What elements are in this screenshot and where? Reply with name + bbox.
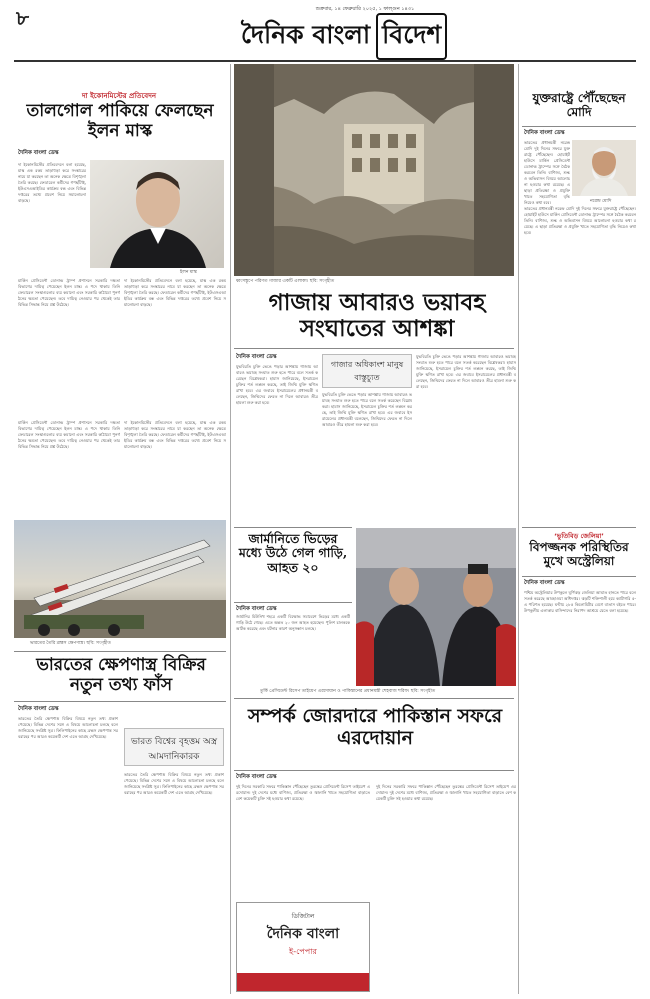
musk-byline: দৈনিক বাংলা ডেস্ক — [18, 150, 59, 156]
australia-kicker: ‘ভুতিবিড় জেলিয়া’ — [554, 532, 604, 540]
musk-body-3: মার্কিন প্রেসিডেন্ট ডোনাল্ড ট্রাম্প প্রশাসনে সরকারি দক্ষতা বিভাগের দায়িত্ব পেয়েছেন ইলন মাস্ক। এ পদে থাকায় তিনি ফেডারেল সংস্থাগুলোর ব্যয় কমানো এবং সরকারি কাঠামো পুনর্গঠনের ক্ষমতা পেয়েছেন। তবে দায়িত্ব নেওয়ার পর থেকেই তার বিভিন্ন সিদ্ধান্ত নিয়ে প্রশ্ন উঠেছে। — [18, 420, 120, 449]
modi-headline: যুক্তরাষ্ট্রে পৌঁছেছেন মোদি — [532, 91, 626, 119]
musk-photo-caption: ইলন মাস্ক — [180, 270, 197, 275]
masthead-section: বিদেশ — [376, 13, 447, 60]
modi-body-side: ভারতের প্রধানমন্ত্রী নরেন্দ্র মোদি দুই দিনের সফরে যুক্তরাষ্ট্রে পৌঁছেছেন। হোয়াইট হাউসে মার্কিন প্রেসিডেন্ট ডোনাল্ড ট্রাম্পের সঙ্গে বৈঠক করবেন তিনি। বাণিজ্য, শুল্ক ও অভিবাসন বিষয়ে আলোচনা হওয়ার কথা রয়েছে। এ ছাড়া প্রতিরক্ষা ও প্রযুক্তি খাতে সহযোগিতা বৃদ্ধি নিয়েও কথা হবে। — [524, 140, 570, 204]
modi-body: ভারতের প্রধানমন্ত্রী নরেন্দ্র মোদি দুই দিনের সফরে যুক্তরাষ্ট্রে পৌঁছেছেন। হোয়াইট হাউসে মার্কিন প্রেসিডেন্ট ডোনাল্ড ট্রাম্পের সঙ্গে বৈঠক করবেন তিনি। বাণিজ্য, শুল্ক ও অভিবাসন বিষয়ে আলোচনা হওয়ার কথা রয়েছে। এ ছাড়া প্রতিরক্ষা ও প্রযুক্তি খাতে সহযোগিতা বৃদ্ধি নিয়েও কথা হবে। — [524, 206, 636, 235]
page-number: ৮ — [16, 6, 29, 30]
rule-australia-top — [522, 527, 636, 528]
col-rule-1 — [230, 64, 231, 994]
missile-body-1: ভারতের তৈরি ক্ষেপণাস্ত্র বিক্রির বিষয়ে নতুন তথ্য প্রকাশ পেয়েছে। বিভিন্ন দেশের সঙ্গে এ বিষয়ে আলোচনা চলছে বলে জানিয়েছে সংশ্লিষ্ট সূত্র। ফিলিপাইনের কাছে ব্রহ্মস ক্ষেপণাস্ত্র সরবরাহের পর আরও কয়েকটি দেশ এতে আগ্রহ দেখিয়েছে। — [18, 716, 118, 739]
ad-stripe — [237, 973, 369, 991]
germany-headline: জার্মানিতে ভিড়ের মধ্যে উঠে গেল গাড়ি, আহত ২০ — [238, 531, 348, 575]
missile-headline: ভারতের ক্ষেপণাস্ত্র বিক্রির নতুন তথ্য ফাঁস — [36, 655, 206, 695]
musk-headline: তালগোল পাকিয়ে ফেলছেন ইলন মাস্ক — [26, 101, 214, 141]
modi-byline: দৈনিক বাংলা ডেস্ক — [524, 130, 565, 136]
gaza-photo — [234, 64, 514, 276]
erdogan-body-2: দুই দিনের সরকারি সফরে পাকিস্তান পৌঁছেছেন তুরস্কের প্রেসিডেন্ট রিসেপ তাইয়েপ এরদোয়ান। দুই দেশের মধ্যে বাণিজ্য, প্রতিরক্ষা ও জ্বালানি খাতে সহযোগিতা বাড়াতে বেশ কয়েকটি চুক্তি সই হওয়ার কথা রয়েছে। — [376, 784, 516, 801]
australia-byline: দৈনিক বাংলা ডেস্ক — [524, 580, 565, 586]
erdogan-byline: দৈনিক বাংলা ডেস্ক — [236, 774, 277, 780]
erdogan-photo-caption: তুর্কি প্রেসিডেন্ট রিসেপ তাইয়েপ এরদোয়ান ও পাকিস্তানের প্রধানমন্ত্রী শেহবাজ শরিফ। ছবি: সংগৃহীত — [260, 689, 436, 694]
missile-byline: দৈনিক বাংলা ডেস্ক — [18, 706, 59, 712]
australia-headline: বিপজ্জনক পরিস্থিতির মুখে অস্ট্রেলিয়া — [529, 540, 629, 568]
masthead-title: দৈনিক বাংলা — [240, 19, 371, 49]
musk-body-left: দা ইকোনমিস্টের প্রতিবেদনে বলা হয়েছে, মাস্ক এক রকম তাড়াহুড়া করে সংস্কারের নামে যা করছেন তা অনেক ক্ষেত্রে বিশৃঙ্খলা তৈরি করছে। ফেডারেল কর্মীদের গণছাঁটাই, ইউএসএআইডির কার্যক্রম বন্ধ এবং বিভিন্ন দপ্তরের তথ্যে প্রবেশ নিয়ে সমালোচনা বাড়ছে। — [18, 162, 86, 203]
rule-left-2 — [14, 701, 226, 702]
gaza-body-3: যুদ্ধবিরতি চুক্তি ভেঙে পড়ার আশঙ্কায় গাজায় আবারও ভয়াবহ সংঘাত শুরু হতে পারে বলে সতর্ক করেছেন বিশ্লেষকরা। হামাস জানিয়েছে, ইসরায়েল চুক্তির শর্ত লঙ্ঘন করছে, তাই জিম্মি মুক্তি স্থগিত রাখা হবে। এর জবাবে ইসরায়েলের প্রধানমন্ত্রী বলেছেন, জিম্মিদের ফেরত না দিলে আবারও তীব্র হামলা শুরু করা হবে। — [416, 354, 516, 389]
musk-photo — [90, 160, 224, 268]
missile-box: ভারত বিশ্বের বৃহত্তম অস্ত্র আমদানিকারক — [124, 728, 224, 766]
musk-kicker: দা ইকোনমিস্টের প্রতিবেদন — [81, 92, 157, 100]
ad-bottom: ই-পেপার — [289, 947, 317, 956]
rule-left-1 — [14, 651, 226, 652]
missile-photo — [14, 520, 226, 638]
modi-photo-caption: নরেন্দ্র মোদি — [590, 199, 612, 204]
erdogan-headline: সম্পর্ক জোরদারে পাকিস্তান সফরে এরদোয়ান — [247, 705, 503, 749]
dateline: শুক্রবার, ১৪ ফেব্রুয়ারি ২০২৫, ১ ফাল্গুন ১৪৩১ — [315, 6, 415, 12]
musk-body-1: মার্কিন প্রেসিডেন্ট ডোনাল্ড ট্রাম্প প্রশাসনে সরকারি দক্ষতা বিভাগের দায়িত্ব পেয়েছেন ইলন মাস্ক। এ পদে থাকায় তিনি ফেডারেল সংস্থাগুলোর ব্যয় কমানো এবং সরকারি কাঠামো পুনর্গঠনের ক্ষমতা পেয়েছেন। তবে দায়িত্ব নেওয়ার পর থেকেই তার বিভিন্ন সিদ্ধান্ত নিয়ে প্রশ্ন উঠেছে। — [18, 278, 120, 307]
rule-germany-top — [234, 527, 352, 528]
rule-erdogan-top — [234, 698, 514, 699]
germany-body: জার্মানির মিউনিখ শহরে একটি বিক্ষোভ সমাবেশে ভিড়ের মধ্যে একটি গাড়ি উঠে গেছে। এতে অন্তত ২০ জন আহত হয়েছেন। পুলিশ চালককে আটক করেছে এবং ঘটনার কারণ অনুসন্ধান চলছে। — [236, 614, 350, 631]
musk-body-2: দা ইকোনমিস্টের প্রতিবেদনে বলা হয়েছে, মাস্ক এক রকম তাড়াহুড়া করে সংস্কারের নামে যা করছেন তা অনেক ক্ষেত্রে বিশৃঙ্খলা তৈরি করছে। ফেডারেল কর্মীদের গণছাঁটাই, ইউএসএআইডির কার্যক্রম বন্ধ এবং বিভিন্ন দপ্তরের তথ্যে প্রবেশ নিয়ে সমালোচনা বাড়ছে। — [124, 278, 226, 307]
gaza-byline: দৈনিক বাংলা ডেস্ক — [236, 354, 277, 360]
gaza-box: গাজার অধিকাংশ মানুষ বাস্তুচ্যুত — [322, 354, 412, 388]
gaza-body-2: যুদ্ধবিরতি চুক্তি ভেঙে পড়ার আশঙ্কায় গাজায় আবারও ভয়াবহ সংঘাত শুরু হতে পারে বলে সতর্ক করেছেন বিশ্লেষকরা। হামাস জানিয়েছে, ইসরায়েল চুক্তির শর্ত লঙ্ঘন করছে, তাই জিম্মি মুক্তি স্থগিত রাখা হবে। এর জবাবে ইসরায়েলের প্রধানমন্ত্রী বলেছেন, জিম্মিদের ফেরত না দিলে আবারও তীব্র হামলা শুরু করা হবে। — [322, 392, 412, 427]
missile-body-2: ভারতের তৈরি ক্ষেপণাস্ত্র বিক্রির বিষয়ে নতুন তথ্য প্রকাশ পেয়েছে। বিভিন্ন দেশের সঙ্গে এ বিষয়ে আলোচনা চলছে বলে জানিয়েছে সংশ্লিষ্ট সূত্র। ফিলিপাইনের কাছে ব্রহ্মস ক্ষেপণাস্ত্র সরবরাহের পর আরও কয়েকটি দেশ এতে আগ্রহ দেখিয়েছে। — [124, 772, 224, 795]
erdogan-photo — [356, 528, 516, 686]
gaza-body-1: যুদ্ধবিরতি চুক্তি ভেঙে পড়ার আশঙ্কায় গাজায় আবারও ভয়াবহ সংঘাত শুরু হতে পারে বলে সতর্ক করেছেন বিশ্লেষকরা। হামাস জানিয়েছে, ইসরায়েল চুক্তির শর্ত লঙ্ঘন করছে, তাই জিম্মি মুক্তি স্থগিত রাখা হবে। এর জবাবে ইসরায়েলের প্রধানমন্ত্রী বলেছেন, জিম্মিদের ফেরত না দিলে আবারও তীব্র হামলা শুরু করা হবে। — [236, 364, 318, 405]
rule-germany-bottom — [234, 602, 352, 603]
ad-brand: দৈনিক বাংলা — [266, 926, 340, 942]
epaper-ad[interactable] — [236, 902, 370, 992]
australia-body: পশ্চিম অস্ট্রেলিয়ার উপকূলে ঘূর্ণিঝড় জেলিয়া আঘাত হানতে পারে বলে সতর্ক করেছে আবহাওয়া অধিদপ্তর। ঝড়টি শক্তিশালী হয়ে ক্যাটাগরি ৫-এ পরিণত হয়েছে। ঘণ্টায় ২৮৫ কিলোমিটার বেগে বাতাস বইতে পারে। উপকূলীয় এলাকার বাসিন্দাদের নিরাপদ আশ্রয়ে যেতে বলা হয়েছে। — [524, 590, 636, 613]
gaza-photo-caption: ধ্বংসস্তূপে পরিণত গাজার একটি এলাকা। ছবি: সংগৃহীত — [236, 279, 335, 284]
erdogan-body-1: দুই দিনের সরকারি সফরে পাকিস্তান পৌঁছেছেন তুরস্কের প্রেসিডেন্ট রিসেপ তাইয়েপ এরদোয়ান। দুই দেশের মধ্যে বাণিজ্য, প্রতিরক্ষা ও জ্বালানি খাতে সহযোগিতা বাড়াতে বেশ কয়েকটি চুক্তি সই হওয়ার কথা রয়েছে। — [236, 784, 370, 801]
header-rule — [14, 60, 636, 62]
rule-modi — [522, 126, 636, 127]
musk-body-4: দা ইকোনমিস্টের প্রতিবেদনে বলা হয়েছে, মাস্ক এক রকম তাড়াহুড়া করে সংস্কারের নামে যা করছেন তা অনেক ক্ষেত্রে বিশৃঙ্খলা তৈরি করছে। ফেডারেল কর্মীদের গণছাঁটাই, ইউএসএআইডির কার্যক্রম বন্ধ এবং বিভিন্ন দপ্তরের তথ্যে প্রবেশ নিয়ে সমালোচনা বাড়ছে। — [124, 420, 226, 449]
rule-australia-bottom — [522, 576, 636, 577]
modi-photo — [572, 140, 636, 196]
ad-top: ডিজিটাল — [291, 913, 315, 920]
masthead — [204, 16, 484, 56]
col-rule-2 — [518, 64, 519, 994]
gaza-headline: গাজায় আবারও ভয়াবহ সংঘাতের আশঙ্কা — [268, 289, 486, 343]
rule-erdogan-bottom — [234, 770, 514, 771]
missile-photo-caption: ভারতের তৈরি ব্রহ্মস ক্ষেপণাস্ত্র। ছবি: সংগৃহীত — [30, 641, 111, 646]
germany-byline: দৈনিক বাংলা ডেস্ক — [236, 606, 277, 612]
rule-gaza — [234, 348, 514, 349]
